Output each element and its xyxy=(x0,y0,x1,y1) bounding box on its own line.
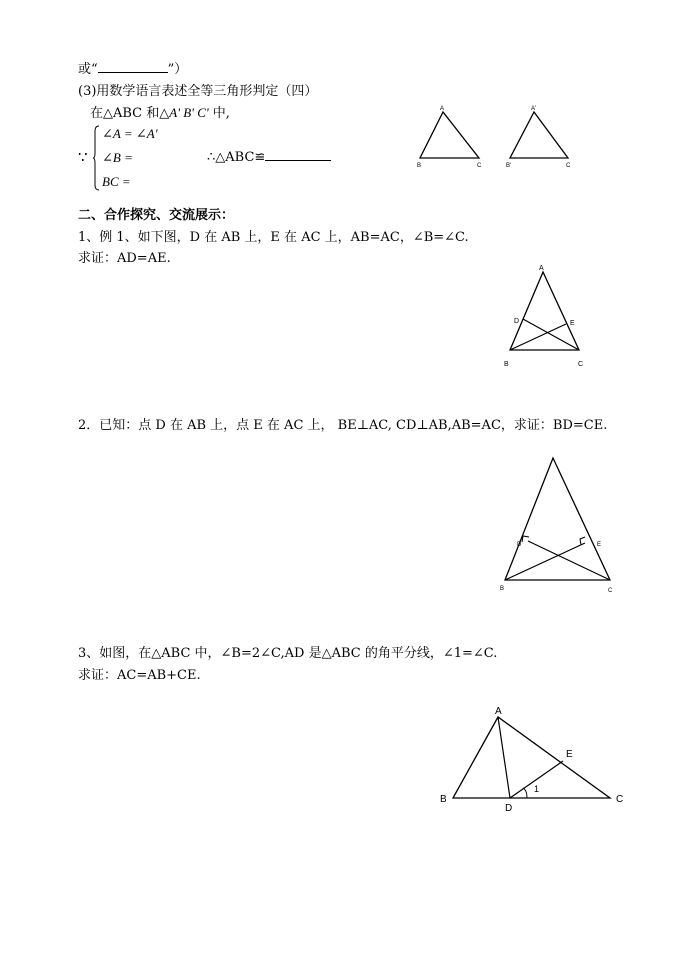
label-e: E xyxy=(570,320,575,327)
label-d: D xyxy=(505,803,513,814)
because-symbol: ∵ xyxy=(78,148,88,166)
triangle-prime-name: A' B' C' xyxy=(169,105,209,120)
label-e: E xyxy=(566,749,573,760)
example-1-triangle xyxy=(510,272,579,350)
condition-angle-b-text: ∠B = xyxy=(102,150,133,165)
therefore-line xyxy=(207,150,331,165)
label-a: A xyxy=(539,265,544,272)
triangle-intro-text: 在△ABC 和△ xyxy=(90,106,170,121)
condition-angle-b xyxy=(102,150,133,166)
section-heading: 二、合作探究、交流展示： xyxy=(78,208,235,223)
fill-in-line xyxy=(78,58,187,77)
intro-triangles-figure xyxy=(410,100,585,172)
label-c: C xyxy=(477,163,482,169)
label-c: C xyxy=(608,588,613,594)
triangle-abc xyxy=(420,112,479,158)
label-b: B xyxy=(500,586,505,592)
example-3-statement: 3、如图，在△ABC 中，∠B=2∠C,AD 是△ABC 的角平分线，∠1=∠C. xyxy=(78,646,498,661)
label-a: A xyxy=(440,106,445,112)
condition-angle-a: ∠A = ∠A' xyxy=(102,126,158,141)
label-a-prime: A' xyxy=(531,106,537,112)
label-d: D xyxy=(517,542,522,548)
example-1-prove: 求证：AD=AE. xyxy=(78,251,171,266)
triangle-intro-suffix: 中, xyxy=(208,106,230,121)
example-1-statement: 1、例 1、如下图，D 在 AB 上，E 在 AC 上，AB=AC，∠B=∠C. xyxy=(78,230,469,245)
right-angle-mark-d xyxy=(522,536,529,542)
label-c-prime: C xyxy=(566,163,571,169)
example-3-figure xyxy=(435,700,630,815)
triangle-intro xyxy=(90,102,230,121)
label-angle-1: 1 xyxy=(534,784,540,794)
label-c: C xyxy=(616,794,624,805)
congruence-blank[interactable] xyxy=(265,160,331,161)
label-e: E xyxy=(597,542,602,548)
answer-blank[interactable] xyxy=(98,72,168,73)
segment-ad xyxy=(498,717,510,798)
label-b: B xyxy=(440,794,447,805)
or-prefix: 或“ xyxy=(78,62,98,77)
example-2-statement: 2．已知：点 D 在 AB 上，点 E 在 AC 上， BE⊥AC, CD⊥AB,AB=AC，求证：BD=CE. xyxy=(78,418,608,433)
condition-side-bc-text: BC = xyxy=(102,174,131,189)
label-b: B xyxy=(417,163,422,169)
condition-brace xyxy=(93,125,99,191)
example-1-figure xyxy=(495,262,595,374)
angle-1-arc xyxy=(523,788,527,798)
or-suffix: ”） xyxy=(167,62,188,77)
label-a: A xyxy=(495,706,502,717)
example-2-triangle xyxy=(505,458,610,580)
triangle-a-prime xyxy=(510,112,568,158)
label-c: C xyxy=(578,361,584,368)
condition-side-bc xyxy=(102,174,131,190)
example-2-figure xyxy=(495,450,625,598)
label-d: D xyxy=(514,318,520,325)
example-3-triangle xyxy=(453,717,610,798)
example-3-prove: 求证：AC=AB+CE. xyxy=(78,668,201,683)
criterion-heading: (3)用数学语言表述全等三角形判定（四） xyxy=(78,84,318,99)
label-b: B xyxy=(504,361,509,368)
therefore-text: ∴△ABC≌ xyxy=(207,150,266,165)
label-b-prime: B' xyxy=(506,163,512,169)
